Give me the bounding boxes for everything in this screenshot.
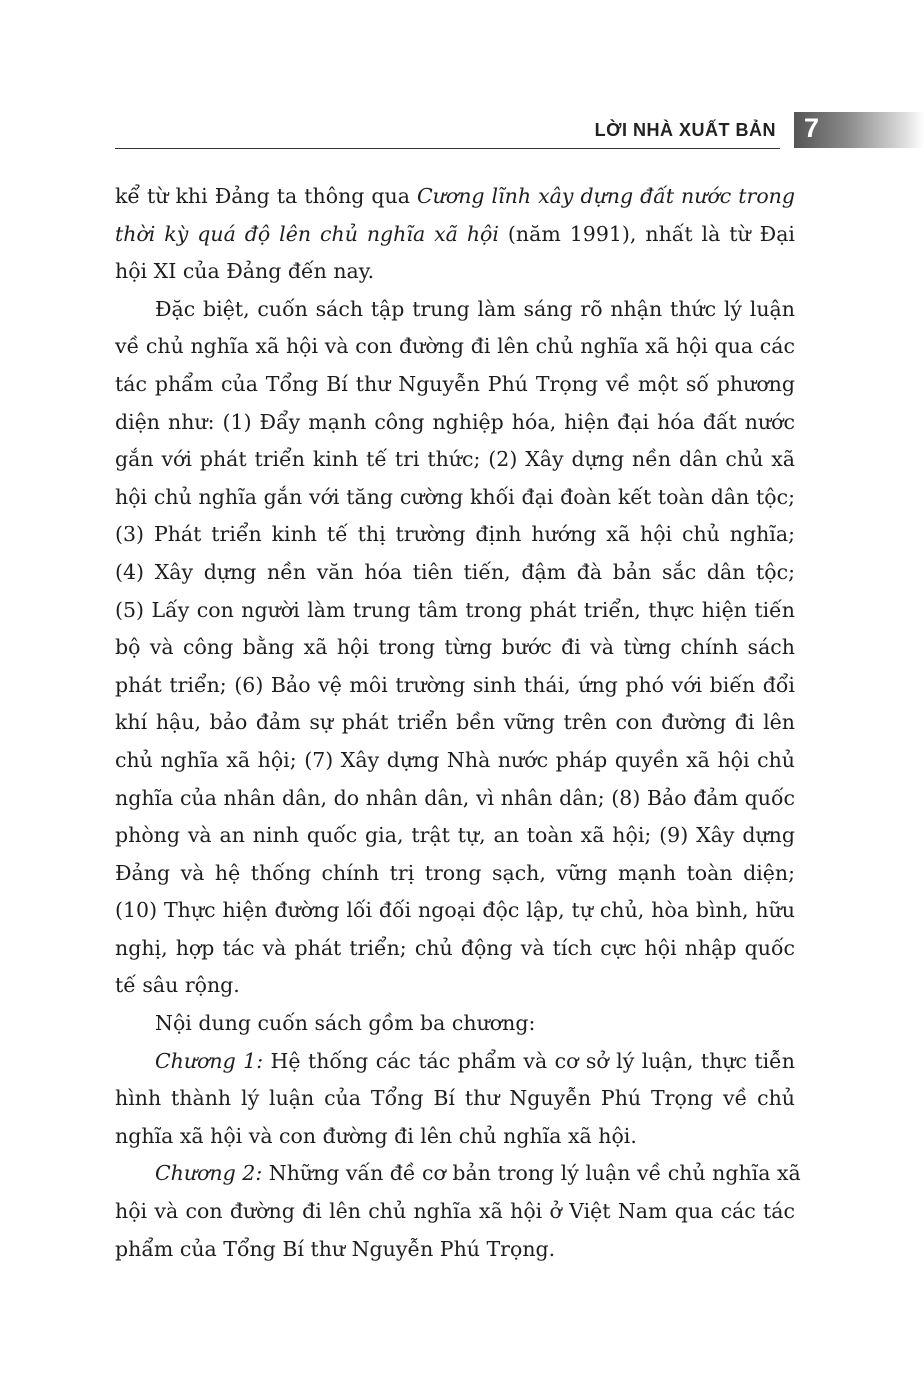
running-header bbox=[115, 112, 780, 149]
text-segment: diện như: (1) Đẩy mạnh công nghiệp hóa, hiện đại hóa đất nước bbox=[115, 409, 795, 434]
text-line bbox=[115, 1005, 795, 1043]
text-segment: tế sâu rộng. bbox=[115, 973, 240, 998]
text-line bbox=[115, 742, 795, 780]
text-segment: hình thành lý luận của Tổng Bí thư Nguyễn Phú Trọng về chủ bbox=[115, 1086, 795, 1111]
text-line bbox=[115, 892, 795, 930]
text-segment: nghĩa của nhân dân, do nhân dân, vì nhân dân; (8) Bảo đảm quốc bbox=[115, 785, 795, 810]
italic-text: Cương lĩnh xây dựng đất nước trong bbox=[416, 184, 796, 208]
text-segment: chủ nghĩa xã hội; (7) Xây dựng Nhà nước pháp quyền xã hội chủ bbox=[115, 747, 795, 772]
text-line bbox=[115, 1043, 795, 1081]
text-segment: bộ và công bằng xã hội trong từng bước đi và từng chính sách bbox=[115, 635, 795, 660]
text-line bbox=[115, 178, 795, 216]
text-line bbox=[115, 1193, 795, 1231]
text-segment: nghĩa xã hội và con đường đi lên chủ nghĩa xã hội. bbox=[115, 1123, 637, 1148]
italic-text: thời kỳ quá độ lên chủ nghĩa xã hội bbox=[115, 221, 499, 246]
text-segment: (10) Thực hiện đường lối đối ngoại độc lập, tự chủ, hòa bình, hữu bbox=[115, 898, 795, 923]
text-line bbox=[115, 516, 795, 554]
italic-text: Chương 2: bbox=[155, 1161, 263, 1186]
text-line bbox=[115, 554, 795, 592]
text-line bbox=[115, 629, 795, 667]
text-line bbox=[115, 366, 795, 404]
text-line bbox=[115, 1118, 795, 1156]
text-segment: phòng và an ninh quốc gia, trật tự, an toàn xã hội; (9) Xây dựng bbox=[115, 823, 795, 848]
text-segment: về chủ nghĩa xã hội và con đường đi lên chủ nghĩa xã hội qua các bbox=[115, 334, 795, 359]
text-segment: Những vấn đề cơ bản trong lý luận về chủ nghĩa xã bbox=[262, 1161, 801, 1186]
text-segment: tác phẩm của Tổng Bí thư Nguyễn Phú Trọng về một số phương bbox=[115, 371, 795, 396]
text-line bbox=[115, 780, 795, 818]
text-segment: hội XI của Đảng đến nay. bbox=[115, 259, 375, 284]
text-segment: (4) Xây dựng nền văn hóa tiên tiến, đậm đà bản sắc dân tộc; bbox=[115, 559, 795, 584]
text-segment: Đảng và hệ thống chính trị trong sạch, vững mạnh toàn diện; bbox=[115, 860, 795, 885]
text-line bbox=[115, 1231, 795, 1269]
text-segment: hội và con đường đi lên chủ nghĩa xã hội ở Việt Nam qua các tác bbox=[115, 1199, 795, 1224]
text-line bbox=[115, 667, 795, 705]
text-line bbox=[115, 592, 795, 630]
text-line bbox=[115, 704, 795, 742]
text-segment: gắn với phát triển kinh tế tri thức; (2) Xây dựng nền dân chủ xã bbox=[115, 447, 795, 472]
text-line bbox=[115, 404, 795, 442]
text-line bbox=[115, 967, 795, 1005]
text-segment: (3) Phát triển kinh tế thị trường định hướng xã hội chủ nghĩa; bbox=[115, 522, 795, 547]
text-line bbox=[115, 817, 795, 855]
body-text bbox=[115, 178, 801, 1268]
text-line bbox=[115, 291, 795, 329]
text-line bbox=[115, 1080, 795, 1118]
text-line bbox=[115, 479, 795, 517]
text-segment: Đặc biệt, cuốn sách tập trung làm sáng rõ nhận thức lý luận bbox=[155, 296, 795, 321]
text-line bbox=[115, 216, 795, 254]
text-segment: phát triển; (6) Bảo vệ môi trường sinh thái, ứng phó với biến đổi bbox=[115, 672, 795, 697]
text-segment: Nội dung cuốn sách gồm ba chương: bbox=[155, 1011, 536, 1036]
text-segment: kể từ khi Đảng ta thông qua bbox=[115, 184, 417, 208]
text-line bbox=[115, 1155, 801, 1193]
page-number: 7 bbox=[804, 113, 820, 143]
text-segment: (năm 1991), nhất là từ Đại bbox=[498, 221, 795, 246]
text-line bbox=[115, 441, 795, 479]
text-segment: nghị, hợp tác và phát triển; chủ động và tích cực hội nhập quốc bbox=[115, 935, 795, 960]
text-segment: khí hậu, bảo đảm sự phát triển bền vững trên con đường đi lên bbox=[115, 710, 795, 735]
text-line bbox=[115, 328, 795, 366]
text-line bbox=[115, 855, 795, 893]
page-number-tab bbox=[794, 112, 924, 148]
text-segment: Hệ thống các tác phẩm và cơ sở lý luận, thực tiễn bbox=[263, 1048, 796, 1073]
text-line bbox=[115, 253, 795, 291]
text-line bbox=[115, 930, 795, 968]
text-segment: hội chủ nghĩa gắn với tăng cường khối đại đoàn kết toàn dân tộc; bbox=[115, 484, 795, 509]
text-segment: (5) Lấy con người làm trung tâm trong phát triển, thực hiện tiến bbox=[115, 597, 795, 622]
italic-text: Chương 1: bbox=[155, 1048, 264, 1073]
chapter-title: LỜI NHÀ XUẤT BẢN bbox=[594, 120, 776, 140]
text-segment: phẩm của Tổng Bí thư Nguyễn Phú Trọng. bbox=[115, 1236, 556, 1261]
